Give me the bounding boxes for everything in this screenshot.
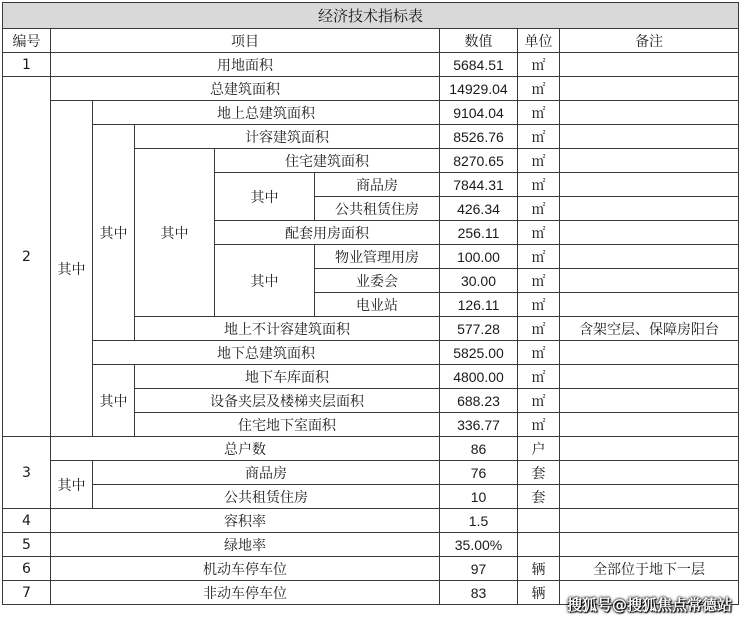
economic-indicators-table — [2, 2, 739, 605]
row-unit: ㎡ — [518, 125, 560, 149]
header-note: 备注 — [560, 29, 739, 53]
row-unit: ㎡ — [518, 245, 560, 269]
row-unit: ㎡ — [518, 269, 560, 293]
row-note — [560, 389, 739, 413]
row-label: 绿地率 — [51, 533, 440, 557]
header-row — [3, 29, 739, 53]
row-label: 住宅建筑面积 — [215, 149, 440, 173]
row-note — [560, 341, 739, 365]
row-unit: ㎡ — [518, 365, 560, 389]
row-unit: ㎡ — [518, 293, 560, 317]
row-no: 7 — [3, 581, 51, 605]
row-unit: ㎡ — [518, 197, 560, 221]
row-label: 商品房 — [315, 173, 440, 197]
header-no: 编号 — [3, 29, 51, 53]
row-value: 9104.04 — [440, 101, 518, 125]
row-unit: 套 — [518, 485, 560, 509]
row-value: 8526.76 — [440, 125, 518, 149]
header-item: 项目 — [51, 29, 440, 53]
row-value: 35.00% — [440, 533, 518, 557]
row-value: 256.11 — [440, 221, 518, 245]
row-label: 公共租赁住房 — [93, 485, 440, 509]
row-value: 126.11 — [440, 293, 518, 317]
row-no: 5 — [3, 533, 51, 557]
row-unit: 辆 — [518, 557, 560, 581]
row-unit: ㎡ — [518, 173, 560, 197]
row-label: 住宅地下室面积 — [135, 413, 440, 437]
row-note — [560, 125, 739, 149]
row-value: 426.34 — [440, 197, 518, 221]
row-no: 6 — [3, 557, 51, 581]
row-value: 83 — [440, 581, 518, 605]
row-unit: ㎡ — [518, 317, 560, 341]
table-row — [3, 533, 739, 557]
table-row — [3, 365, 739, 389]
row-note — [560, 173, 739, 197]
group-label: 其中 — [51, 101, 93, 437]
group-label: 其中 — [51, 461, 93, 509]
group-label: 其中 — [93, 365, 135, 437]
row-value: 97 — [440, 557, 518, 581]
row-unit — [518, 509, 560, 533]
row-note: 含架空层、保障房阳台 — [560, 317, 739, 341]
row-note — [560, 245, 739, 269]
row-value: 5684.51 — [440, 53, 518, 77]
row-note — [560, 77, 739, 101]
row-unit: ㎡ — [518, 221, 560, 245]
table-row — [3, 461, 739, 485]
row-label: 机动车停车位 — [51, 557, 440, 581]
row-value: 8270.65 — [440, 149, 518, 173]
row-value: 1.5 — [440, 509, 518, 533]
row-value: 30.00 — [440, 269, 518, 293]
row-value: 7844.31 — [440, 173, 518, 197]
row-value: 14929.04 — [440, 77, 518, 101]
row-label: 地下总建筑面积 — [93, 341, 440, 365]
row-label: 公共租赁住房 — [315, 197, 440, 221]
row-unit: 户 — [518, 437, 560, 461]
row-label: 物业管理用房 — [315, 245, 440, 269]
table-row — [3, 509, 739, 533]
row-label: 地下车库面积 — [135, 365, 440, 389]
row-note — [560, 533, 739, 557]
row-unit: 辆 — [518, 581, 560, 605]
row-label: 用地面积 — [51, 53, 440, 77]
row-unit: ㎡ — [518, 77, 560, 101]
row-no: 2 — [3, 77, 51, 437]
row-note — [560, 149, 739, 173]
row-value: 5825.00 — [440, 341, 518, 365]
table-row — [3, 77, 739, 101]
group-label: 其中 — [135, 149, 215, 317]
row-note — [560, 101, 739, 125]
row-note — [560, 461, 739, 485]
row-label: 业委会 — [315, 269, 440, 293]
row-unit: ㎡ — [518, 389, 560, 413]
row-note — [560, 413, 739, 437]
row-label: 总建筑面积 — [51, 77, 440, 101]
group-label: 其中 — [93, 125, 135, 341]
row-value: 688.23 — [440, 389, 518, 413]
row-value: 10 — [440, 485, 518, 509]
row-unit: ㎡ — [518, 149, 560, 173]
row-label: 设备夹层及楼梯夹层面积 — [135, 389, 440, 413]
row-note — [560, 269, 739, 293]
row-label: 地上不计容建筑面积 — [135, 317, 440, 341]
row-value: 76 — [440, 461, 518, 485]
row-value: 86 — [440, 437, 518, 461]
watermark: 搜狐号@搜狐焦点常德站 — [566, 596, 732, 614]
row-no: 4 — [3, 509, 51, 533]
row-no: 1 — [3, 53, 51, 77]
row-label: 总户数 — [51, 437, 440, 461]
row-note — [560, 365, 739, 389]
row-unit: ㎡ — [518, 341, 560, 365]
table-row — [3, 125, 739, 149]
group-label: 其中 — [215, 173, 315, 221]
row-label: 容积率 — [51, 509, 440, 533]
table-row — [3, 437, 739, 461]
row-unit: 套 — [518, 461, 560, 485]
row-unit: ㎡ — [518, 53, 560, 77]
table-row — [3, 101, 739, 125]
row-note — [560, 485, 739, 509]
row-note — [560, 509, 739, 533]
row-value: 100.00 — [440, 245, 518, 269]
row-note: 全部位于地下一层 — [560, 557, 739, 581]
row-no: 3 — [3, 437, 51, 509]
row-note — [560, 53, 739, 77]
row-label: 非动车停车位 — [51, 581, 440, 605]
table-row — [3, 341, 739, 365]
row-note — [560, 293, 739, 317]
row-value: 336.77 — [440, 413, 518, 437]
row-label: 商品房 — [93, 461, 440, 485]
row-label: 电业站 — [315, 293, 440, 317]
row-note — [560, 197, 739, 221]
row-unit: ㎡ — [518, 101, 560, 125]
header-unit: 单位 — [518, 29, 560, 53]
row-unit: ㎡ — [518, 413, 560, 437]
table-row — [3, 53, 739, 77]
row-value: 577.28 — [440, 317, 518, 341]
row-value: 4800.00 — [440, 365, 518, 389]
row-note — [560, 221, 739, 245]
group-label: 其中 — [215, 245, 315, 317]
table-row — [3, 485, 739, 509]
row-label: 配套用房面积 — [215, 221, 440, 245]
row-label: 计容建筑面积 — [135, 125, 440, 149]
row-label: 地上总建筑面积 — [93, 101, 440, 125]
row-unit — [518, 533, 560, 557]
table-row — [3, 557, 739, 581]
table-title: 经济技术指标表 — [3, 3, 739, 29]
header-value: 数值 — [440, 29, 518, 53]
row-note — [560, 437, 739, 461]
